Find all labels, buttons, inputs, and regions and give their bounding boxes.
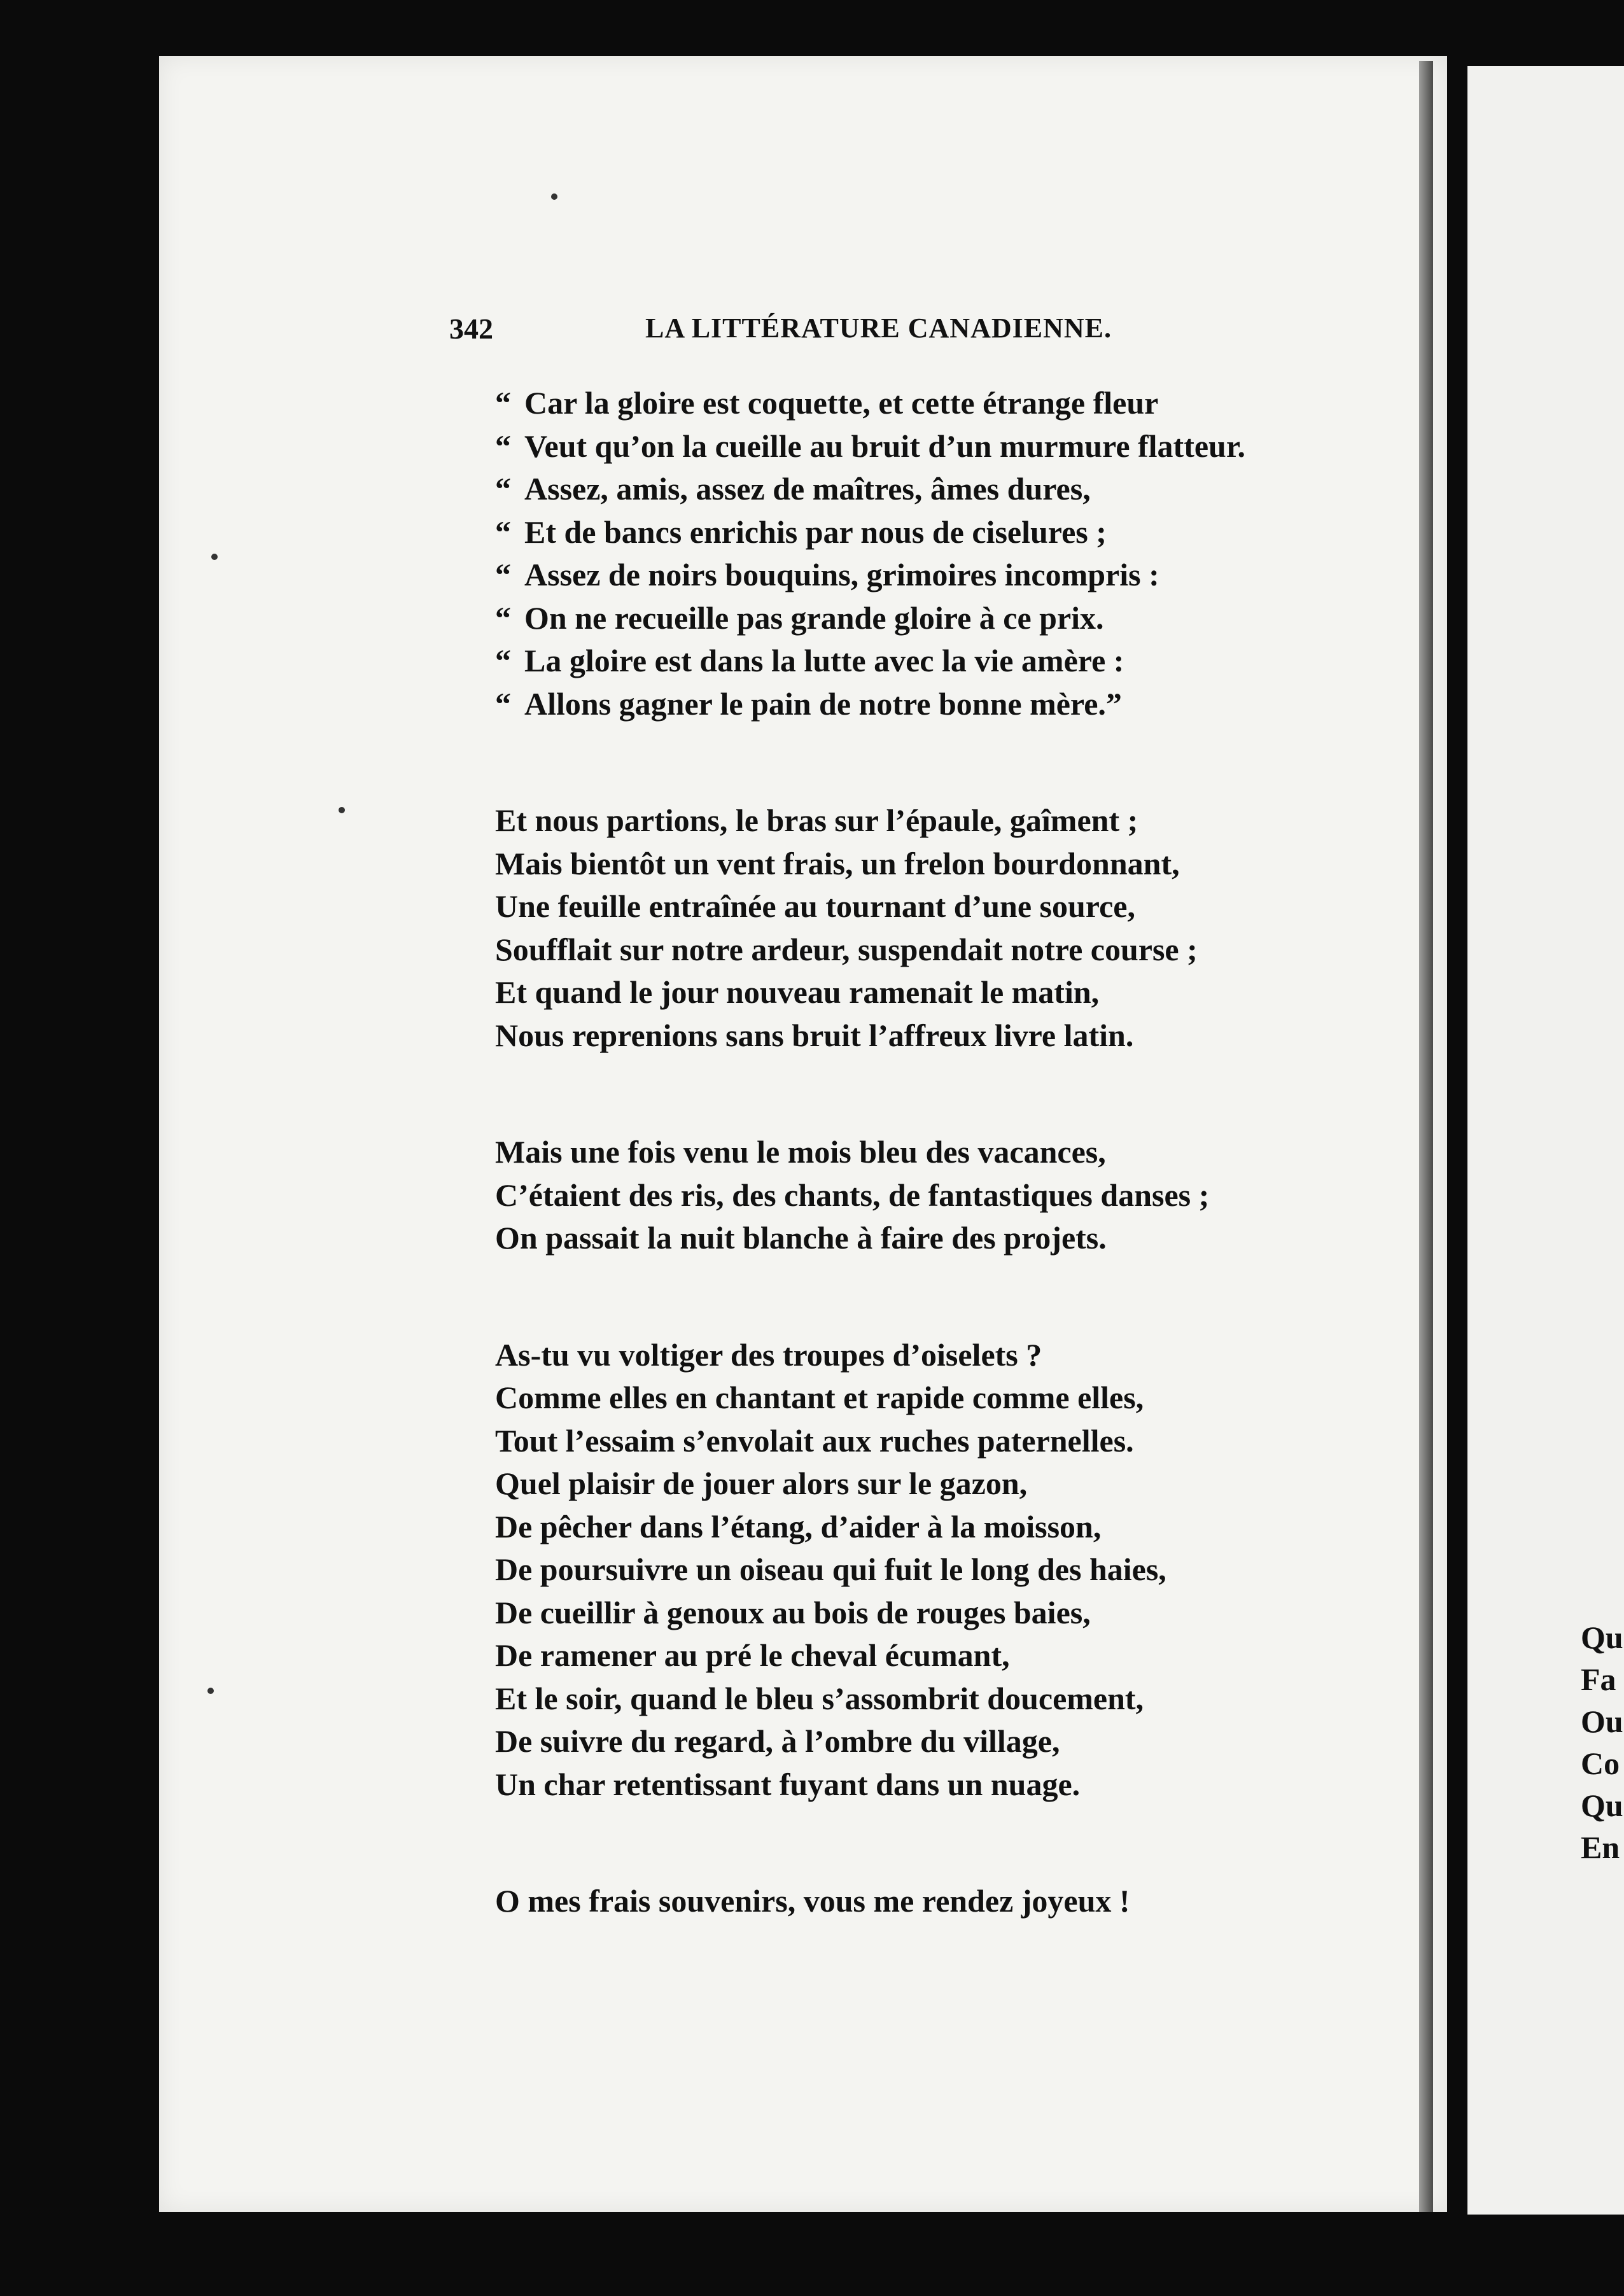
stanza-break bbox=[495, 1806, 1322, 1880]
verse-line: Et le soir, quand le bleu s’assombrit doucement, bbox=[495, 1680, 1144, 1716]
verse-line: As-tu vu voltiger des troupes d’oiselets ? bbox=[495, 1336, 1042, 1373]
verse-line: Comme elles en chantant et rapide comme elles, bbox=[495, 1380, 1144, 1415]
verse-line: Tout l’essaim s’envolait aux ruches paternelles. bbox=[495, 1422, 1134, 1459]
page-gutter bbox=[1419, 61, 1433, 2212]
verse-line: Nous reprenions sans bruit l’affreux livre latin. bbox=[495, 1017, 1134, 1053]
verse-line: Soufflait sur notre ardeur, suspendait notre course ; bbox=[495, 931, 1198, 967]
facing-page-fragment: Qu bbox=[1581, 1788, 1623, 1823]
stanza-break bbox=[495, 725, 1322, 799]
quote-mark: “ bbox=[495, 643, 511, 678]
verse-line: De pêcher dans l’étang, d’aider à la moisson, bbox=[495, 1508, 1102, 1544]
paper-speck bbox=[207, 1688, 214, 1694]
facing-page-fragment: Ou bbox=[1581, 1704, 1623, 1739]
verse-line bbox=[495, 425, 1322, 468]
verse-line: De ramener au pré le cheval écumant, bbox=[495, 1637, 1010, 1673]
stanza bbox=[495, 1131, 1322, 1260]
verse-line: Mais une fois venu le mois bleu des vacances, bbox=[495, 1134, 1106, 1170]
page-number: 342 bbox=[449, 312, 493, 345]
facing-page-edge bbox=[1467, 66, 1624, 2215]
facing-page-fragment: Co bbox=[1581, 1746, 1620, 1781]
verse-line bbox=[495, 511, 1322, 554]
verse-text: Car la gloire est coquette, et cette étrange fleur bbox=[524, 385, 1159, 421]
stanza-break bbox=[495, 1057, 1322, 1131]
verse-line bbox=[495, 597, 1322, 640]
verse-line: Et nous partions, le bras sur l’épaule, gaîment ; bbox=[495, 802, 1138, 838]
stanza bbox=[495, 1334, 1322, 1807]
facing-page-fragment: En bbox=[1581, 1830, 1620, 1865]
verse-line: Un char retentissant fuyant dans un nuage. bbox=[495, 1766, 1081, 1802]
verse-text: Assez, amis, assez de maîtres, âmes dures, bbox=[524, 471, 1091, 507]
verse-line: De poursuivre un oiseau qui fuit le long des haies, bbox=[495, 1551, 1166, 1587]
facing-page-fragment: Qu bbox=[1581, 1620, 1623, 1655]
stanza bbox=[495, 382, 1322, 725]
quote-mark: “ bbox=[495, 557, 511, 592]
quote-mark: “ bbox=[495, 428, 511, 464]
stanza bbox=[495, 1880, 1322, 1923]
quote-mark: “ bbox=[495, 514, 511, 550]
verse-line bbox=[495, 554, 1322, 597]
verse-line bbox=[495, 382, 1322, 425]
verse-text: Allons gagner le pain de notre bonne mère.” bbox=[524, 685, 1122, 722]
paper-speck bbox=[339, 807, 345, 813]
verse-line: De cueillir à genoux au bois de rouges baies, bbox=[495, 1594, 1091, 1630]
verse-line bbox=[495, 683, 1322, 726]
verse-text: Veut qu’on la cueille au bruit d’un murmure flatteur. bbox=[524, 428, 1245, 464]
facing-page-fragment: Fa bbox=[1581, 1662, 1616, 1697]
running-title: LA LITTÉRATURE CANADIENNE. bbox=[645, 312, 1112, 344]
quote-mark: “ bbox=[495, 685, 511, 722]
stanza-break bbox=[495, 1260, 1322, 1334]
verse-text: On ne recueille pas grande gloire à ce prix. bbox=[524, 599, 1104, 636]
verse-line bbox=[495, 468, 1322, 511]
quote-mark: “ bbox=[495, 471, 511, 507]
verse-line: Quel plaisir de jouer alors sur le gazon, bbox=[495, 1466, 1028, 1501]
paper-speck bbox=[551, 193, 557, 200]
verse-line: Mais bientôt un vent frais, un frelon bourdonnant, bbox=[495, 845, 1180, 881]
verse-text: Et de bancs enrichis par nous de ciselures ; bbox=[524, 514, 1107, 550]
verse-line: De suivre du regard, à l’ombre du village, bbox=[495, 1723, 1060, 1759]
quote-mark: “ bbox=[495, 599, 511, 636]
verse-line: Et quand le jour nouveau ramenait le matin, bbox=[495, 974, 1100, 1010]
verse-line: O mes frais souvenirs, vous me rendez joyeux ! bbox=[495, 1883, 1130, 1919]
verse-line: C’étaient des ris, des chants, de fantastiques danses ; bbox=[495, 1177, 1210, 1213]
quote-mark: “ bbox=[495, 385, 511, 421]
verse-line: On passait la nuit blanche à faire des projets. bbox=[495, 1220, 1107, 1256]
verse-line: Une feuille entraînée au tournant d’une source, bbox=[495, 888, 1135, 924]
verse-text: La gloire est dans la lutte avec la vie amère : bbox=[524, 643, 1124, 678]
verse-text: Assez de noirs bouquins, grimoires incompris : bbox=[524, 557, 1159, 592]
paper-speck bbox=[211, 554, 218, 560]
verse-line bbox=[495, 640, 1322, 683]
stanza bbox=[495, 799, 1322, 1057]
poem-text bbox=[495, 382, 1322, 1923]
